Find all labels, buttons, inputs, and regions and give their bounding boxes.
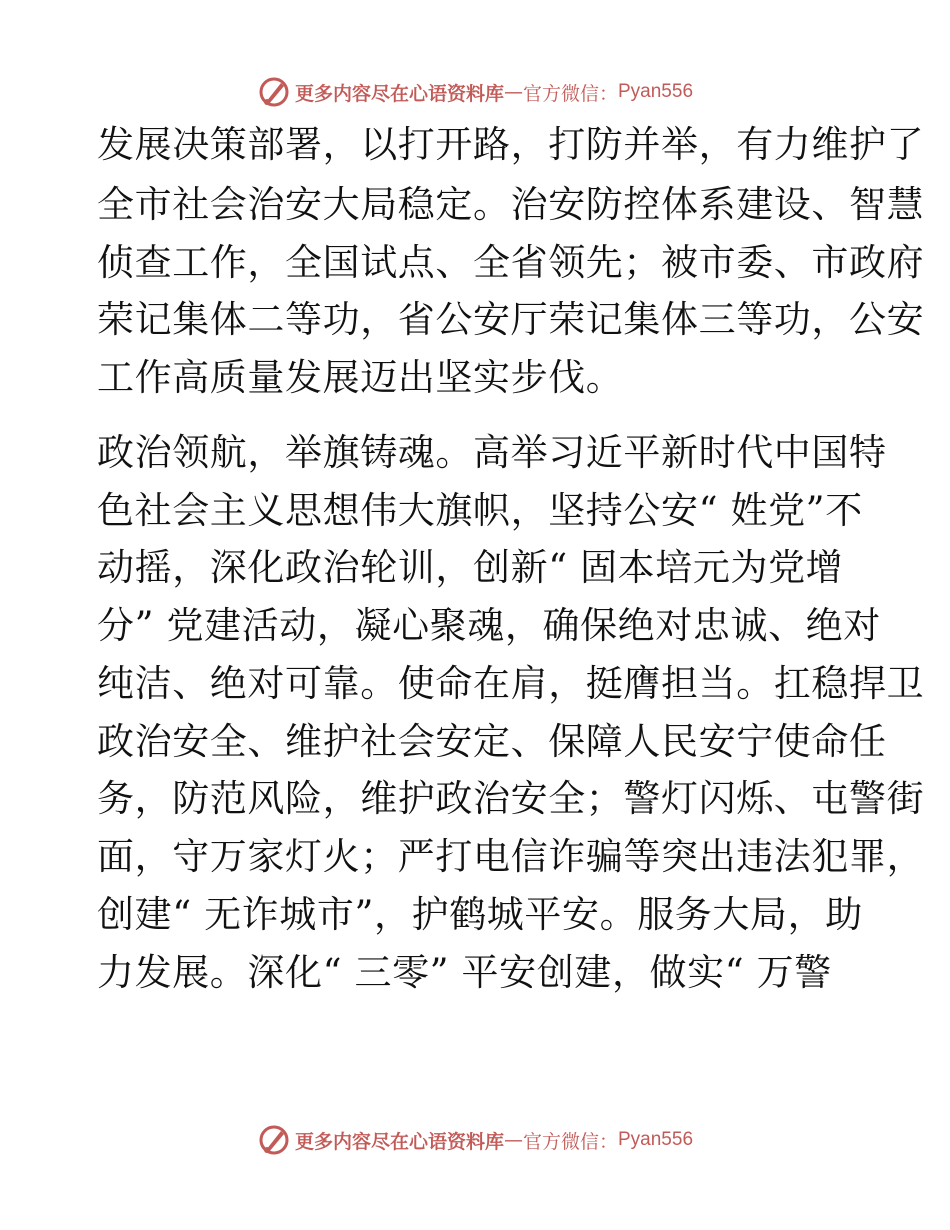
banner-wechat-id: Pyan556 (618, 81, 694, 102)
banner-wechat-label: 官方微信： (522, 82, 618, 105)
banner-wechat-id: Pyan556 (618, 1129, 694, 1150)
text-line: 侦查工作，全国试点、全省领先；被市委、市政府 (97, 241, 925, 284)
banner-wechat-label: 官方微信： (522, 1130, 618, 1153)
text-line: 面，守万家灯火；严打电信诈骗等突出违法犯罪， (97, 835, 925, 878)
text-line: 动摇，深化政治轮训，创新“ 固本培元为党增 (97, 546, 844, 589)
text-line: 纯洁、绝对可靠。使命在肩，挺膺担当。扛稳捍卫 (97, 662, 925, 705)
text-line: 务，防范风险，维护政治安全；警灯闪烁、屯警街 (97, 777, 925, 820)
banner-separator: — (503, 81, 523, 103)
brush-logo-icon (257, 1123, 291, 1157)
footer-banner (0, 1120, 950, 1160)
text-line: 荣记集体二等功，省公安厅荣记集体三等功，公安 (97, 298, 925, 341)
text-line: 政治安全、维护社会安定、保障人民安宁使命任 (97, 720, 887, 763)
banner-separator: — (503, 1129, 523, 1151)
text-line: 政治领航，举旗铸魂。高举习近平新时代中国特 (97, 431, 887, 474)
text-line: 发展决策部署，以打开路，打防并举，有力维护了 (97, 123, 925, 166)
text-line: 力发展。深化“ 三零” 平安创建，做实“ 万警 (97, 951, 832, 994)
brush-logo-icon (257, 75, 291, 109)
header-banner (0, 72, 950, 112)
text-line: 全市社会治安大局稳定。治安防控体系建设、智慧 (97, 183, 925, 226)
banner-title: 更多内容尽在心语资料库 (294, 82, 504, 105)
banner-title: 更多内容尽在心语资料库 (294, 1130, 504, 1153)
text-line: 创建“ 无诈城市”，护鹤城平安。服务大局，助 (97, 893, 863, 936)
text-line: 工作高质量发展迈出坚实步伐。 (97, 356, 624, 399)
text-line: 分” 党建活动，凝心聚魂，确保绝对忠诚、绝对 (97, 604, 881, 647)
text-line: 色社会主义思想伟大旗帜，坚持公安“ 姓党”不 (97, 489, 863, 532)
